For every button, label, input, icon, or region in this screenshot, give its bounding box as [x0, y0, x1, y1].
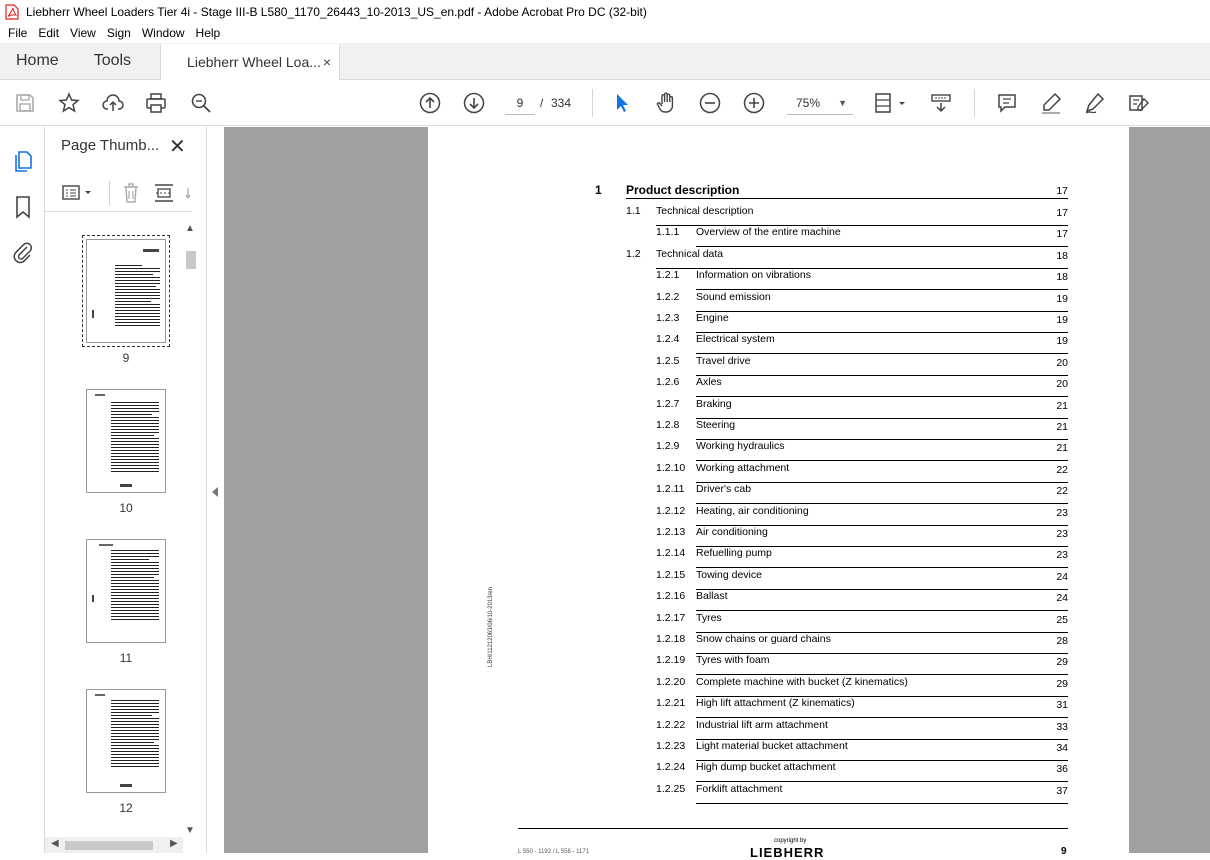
toolbar	[0, 80, 1210, 126]
thumbnail-content	[111, 700, 159, 769]
scrollbar-thumb[interactable]	[65, 841, 153, 850]
toc-entry[interactable]	[428, 269, 1129, 290]
left-rail	[0, 127, 45, 853]
bookmark-icon[interactable]	[10, 194, 36, 220]
toc-entry-title: Technical description	[656, 205, 754, 217]
collapse-panel-icon[interactable]	[212, 487, 218, 497]
toc-entry-page: 19	[1056, 314, 1068, 326]
toc-entry[interactable]	[428, 569, 1129, 590]
comment-icon[interactable]	[994, 90, 1020, 116]
toc-entry-title: Towing device	[696, 568, 762, 581]
toc-entry-page: 31	[1056, 699, 1068, 712]
highlight-pen-icon[interactable]	[1038, 90, 1064, 116]
menu-file[interactable]: File	[8, 26, 28, 40]
tab-close-icon[interactable]: ×	[322, 54, 332, 70]
menu-sign[interactable]: Sign	[106, 26, 131, 40]
toc-entry[interactable]	[428, 505, 1129, 526]
delete-page-icon[interactable]	[119, 181, 143, 205]
toc-entry-title: Air conditioning	[696, 526, 768, 538]
toc-entry-page: 21	[1056, 399, 1068, 412]
thumbnail-footer	[120, 784, 132, 787]
toc-entry[interactable]	[428, 355, 1129, 376]
toc-entry[interactable]	[428, 483, 1129, 504]
next-page-icon[interactable]	[461, 90, 487, 116]
toc-entry-page: 24	[1056, 570, 1068, 583]
menu-help[interactable]: Help	[195, 26, 221, 40]
toc-entry-page: 18	[1056, 271, 1068, 284]
toc-entry-number: 1.2.18	[656, 633, 686, 645]
toc-entry-page: 19	[1056, 292, 1068, 305]
page-fit-icon[interactable]	[873, 90, 909, 116]
toc-entry-title: Tyres	[696, 611, 722, 624]
toc-entry-title: Sound emission	[696, 290, 771, 303]
thumbnail-marker	[92, 310, 94, 318]
toc-entry-page: 29	[1056, 656, 1068, 669]
menu-bar	[0, 23, 1210, 43]
toc-entry-number: 1.2.10	[656, 461, 686, 474]
tab-bar	[0, 43, 1210, 80]
toc-entry-page: 23	[1056, 528, 1068, 540]
toc-entry-title: Snow chains or guard chains	[696, 633, 831, 645]
thumbnail-page-11[interactable]	[86, 539, 166, 643]
toc-entry[interactable]	[428, 612, 1129, 633]
toc-entry-page: 19	[1056, 335, 1068, 348]
thumbnail-vertical-scrollbar[interactable]	[183, 221, 198, 853]
pdf-page	[428, 127, 1129, 860]
panel-splitter[interactable]	[206, 127, 224, 853]
liebherr-logo: LIEBHERR	[750, 845, 825, 860]
toolbar-divider	[592, 89, 593, 117]
toc-entry-title: Working hydraulics	[696, 440, 785, 453]
toc-entry-title: Working attachment	[696, 461, 790, 474]
toc-entry-number: 1.2.12	[656, 504, 686, 517]
thumbnail-label: 11	[119, 651, 133, 665]
toc-entry-title: Light material bucket attachment	[696, 740, 848, 752]
toc-entry-number: 1.2.25	[656, 782, 686, 795]
toc-entry[interactable]	[428, 633, 1129, 654]
toc-entry-title: Driver's cab	[696, 483, 752, 496]
star-icon[interactable]	[56, 90, 82, 116]
title-bar	[0, 0, 1210, 23]
toc-entry[interactable]	[428, 248, 1129, 269]
toc-chapter-page: 17	[1056, 185, 1068, 197]
thumbnail-content	[111, 550, 159, 622]
toc-entry[interactable]	[428, 291, 1129, 312]
thumbnail-heading	[99, 544, 113, 546]
thumbnail-label: 9	[122, 351, 130, 365]
toc-entry[interactable]	[428, 440, 1129, 461]
footer-rule	[518, 828, 1068, 829]
toc-entry-title: Axles	[696, 376, 722, 389]
toc-entry-number: 1.2.9	[656, 440, 680, 453]
panel-close-icon[interactable]: ✕	[169, 136, 186, 158]
redact-icon[interactable]	[1125, 90, 1151, 116]
footer-page-number: 9	[1061, 846, 1067, 857]
page-thumbnails-panel	[45, 127, 206, 853]
toc-entry[interactable]	[428, 205, 1129, 226]
zoom-out-icon[interactable]	[697, 90, 723, 116]
toc-entry-page: 17	[1056, 207, 1068, 219]
toc-underline	[696, 803, 1068, 804]
toc-entry[interactable]	[428, 398, 1129, 419]
toc-entry-page: 36	[1056, 763, 1068, 776]
acrobat-app-icon	[5, 4, 19, 20]
page-thumbnails-icon[interactable]	[10, 147, 36, 173]
toc-entry[interactable]	[428, 376, 1129, 397]
panel-toolbar	[45, 174, 192, 212]
toc-entry-page: 23	[1056, 549, 1068, 562]
toc-entry-number: 1.2.20	[656, 675, 686, 688]
toc-entry-number: 1.2.5	[656, 354, 680, 367]
toc-chapter-title: Product description	[626, 183, 740, 197]
toc-entry-title: Complete machine with bucket (Z kinematics)	[696, 675, 908, 688]
toc-entry-page: 33	[1056, 720, 1068, 733]
toc-entry-title: Forklift attachment	[696, 782, 783, 795]
toc-entry-number: 1.2.7	[656, 397, 680, 410]
toc-entry-title: Heating, air conditioning	[696, 504, 809, 517]
toc-entry[interactable]	[428, 719, 1129, 740]
toc-entry-page: 22	[1056, 485, 1068, 498]
thumbnail-heading	[95, 394, 105, 396]
tab-document[interactable]	[160, 44, 340, 80]
toc-entry-title: High dump bucket attachment	[696, 761, 836, 774]
toc-entry[interactable]	[428, 654, 1129, 675]
toc-entry-number: 1.2.24	[656, 761, 686, 774]
toc-entry-title: Travel drive	[696, 354, 751, 367]
toc-entry-title: Tyres with foam	[696, 654, 770, 667]
toc-entry[interactable]	[428, 697, 1129, 718]
toc-entry-title: Electrical system	[696, 333, 775, 346]
tab-document-label: Liebherr Wheel Loa...	[187, 54, 321, 70]
toc-entry-page: 17	[1056, 228, 1068, 241]
menu-window[interactable]: Window	[141, 26, 185, 40]
toc-entry-number: 1.2.8	[656, 419, 680, 431]
previous-page-icon[interactable]	[417, 90, 443, 116]
toc-entry-number: 1.2.4	[656, 333, 680, 346]
toc-entry[interactable]	[428, 226, 1129, 247]
toc-entry-number: 1.2.15	[656, 568, 686, 581]
thumbnail-label: 12	[119, 801, 133, 815]
toc-entry-title: Industrial lift arm attachment	[696, 718, 828, 731]
toc-entry-number: 1.2.23	[656, 740, 686, 752]
thumbnail-content	[111, 402, 159, 474]
print-icon[interactable]	[143, 90, 169, 116]
thumbnail-marker	[92, 595, 94, 602]
save-icon[interactable]	[12, 90, 38, 116]
toc-entry-page: 18	[1056, 249, 1068, 262]
footer-model-ref: L 550 - 1192 / L 556 - 1171	[518, 849, 590, 855]
document-viewport[interactable]	[224, 127, 1210, 860]
toc-entry-title: Information on vibrations	[696, 269, 811, 282]
menu-edit[interactable]: Edit	[38, 26, 60, 40]
toc-entry[interactable]	[428, 419, 1129, 440]
toc-entry-title: Steering	[696, 419, 736, 431]
thumbnail-heading	[143, 249, 159, 252]
toc-entry-number: 1.2.2	[656, 290, 680, 303]
thumbnail-label: 10	[119, 501, 133, 515]
thumbnail-heading	[95, 694, 105, 696]
toc-entry-title: Refuelling pump	[696, 547, 772, 560]
toc-entry-title: High lift attachment (Z kinematics)	[696, 697, 855, 710]
toc-entry-number: 1.2.22	[656, 718, 686, 731]
scroll-down-icon[interactable]: ▼	[185, 825, 195, 836]
cloud-upload-icon[interactable]	[100, 90, 126, 116]
zoom-level-value: 75%	[796, 96, 821, 110]
toc-entry-page: 24	[1056, 592, 1068, 605]
thumbnail-page-12[interactable]	[86, 689, 166, 793]
toc-entry-title: Braking	[696, 397, 732, 410]
toc-entry[interactable]	[428, 526, 1129, 547]
thumbnail-content	[115, 265, 160, 328]
select-cursor-icon[interactable]	[609, 90, 635, 116]
toc-entry[interactable]	[428, 783, 1129, 804]
page-number-input[interactable]: 9	[505, 91, 535, 115]
toc-entry-number: 1.2.19	[656, 654, 686, 667]
toc-entry-page: 25	[1056, 613, 1068, 626]
toc-entry-number: 1.2.17	[656, 611, 686, 624]
toc-entry-page: 20	[1056, 356, 1068, 369]
toc-entry-title: Technical data	[656, 247, 724, 260]
toc-entry-number: 1.2.3	[656, 312, 680, 324]
toc-entry-number: 1.2	[626, 247, 641, 260]
toc-entry-title: Ballast	[696, 590, 728, 603]
toc-underline	[626, 198, 1068, 199]
page-count: 334	[551, 96, 572, 110]
toc-entry-page: 21	[1056, 442, 1068, 455]
toc-entry[interactable]	[428, 462, 1129, 483]
thumbnail-page-10[interactable]	[86, 389, 166, 493]
sign-pen-icon[interactable]	[1082, 90, 1108, 116]
toc-entry-page: 29	[1056, 677, 1068, 690]
toc-entry-title: Engine	[696, 312, 729, 324]
toc-entry-number: 1.2.21	[656, 697, 686, 710]
panel-toolbar-divider	[109, 181, 110, 205]
toc-entry-page: 37	[1056, 784, 1068, 797]
panel-title: Page Thumb...	[61, 137, 160, 154]
toc-entry-title: Overview of the entire machine	[696, 226, 841, 239]
thumbnail-horizontal-scrollbar[interactable]	[45, 837, 183, 853]
toc-entry-page: 34	[1056, 742, 1068, 754]
toc-entry-page: 21	[1056, 421, 1068, 433]
toc-entry-number: 1.2.16	[656, 590, 686, 603]
thumbnail-options-icon[interactable]	[61, 182, 95, 204]
menu-view[interactable]: View	[70, 26, 96, 40]
toc-entry-page: 22	[1056, 463, 1068, 476]
chevron-down-icon: ▼	[838, 98, 847, 108]
scrollbar-thumb[interactable]	[186, 251, 196, 269]
toc-entry[interactable]	[428, 740, 1129, 761]
thumbnail-footer	[120, 484, 132, 487]
zoom-search-icon[interactable]	[188, 90, 214, 116]
toc-entry[interactable]	[428, 676, 1129, 697]
window-title: Liebherr Wheel Loaders Tier 4i - Stage III-B L580_1170_26443_10-2013_US_en.pdf - Adobe Acrobat Pro DC (32-bit)	[26, 4, 647, 19]
document-code: LBH/11212063/06/10-2013/en	[488, 587, 494, 667]
attachment-icon[interactable]	[10, 239, 36, 265]
toc-entry-number: 1.2.1	[656, 269, 680, 282]
rotate-page-icon[interactable]	[152, 181, 176, 205]
toc-entry-page: 20	[1056, 378, 1068, 391]
scroll-mode-icon[interactable]	[928, 90, 954, 116]
toc-entry-number: 1.2.6	[656, 376, 680, 389]
thumbnail-page-9[interactable]	[86, 239, 166, 343]
footer-copyright: copyright by	[774, 838, 807, 844]
toc-entry[interactable]	[428, 312, 1129, 333]
toc-entry-number: 1.1.1	[656, 226, 680, 239]
zoom-level-dropdown[interactable]	[787, 91, 853, 115]
scroll-right-icon[interactable]: ▶	[170, 838, 178, 849]
toc-entry[interactable]	[428, 590, 1129, 611]
toc-chapter-number: 1	[595, 183, 602, 197]
toc-entry-number: 1.2.11	[656, 483, 685, 496]
more-tools-icon[interactable]	[185, 183, 192, 203]
toc-entry-number: 1.2.14	[656, 547, 686, 560]
toc-entry[interactable]	[428, 761, 1129, 782]
toc-entry-page: 28	[1056, 635, 1068, 647]
hand-tool-icon[interactable]	[653, 90, 679, 116]
toc-entry[interactable]	[428, 547, 1129, 568]
toc-entry[interactable]	[428, 333, 1129, 354]
toc-entry-number: 1.2.13	[656, 526, 686, 538]
toc-entry-number: 1.1	[626, 205, 641, 217]
zoom-in-icon[interactable]	[741, 90, 767, 116]
toolbar-divider	[974, 89, 975, 117]
scroll-left-icon[interactable]: ◀	[51, 838, 59, 849]
scroll-up-icon[interactable]: ▲	[185, 223, 195, 234]
tab-home[interactable]: Home	[16, 52, 59, 69]
page-separator: /	[540, 96, 544, 110]
toc-entry-page: 23	[1056, 506, 1068, 519]
tab-tools[interactable]: Tools	[93, 52, 132, 69]
